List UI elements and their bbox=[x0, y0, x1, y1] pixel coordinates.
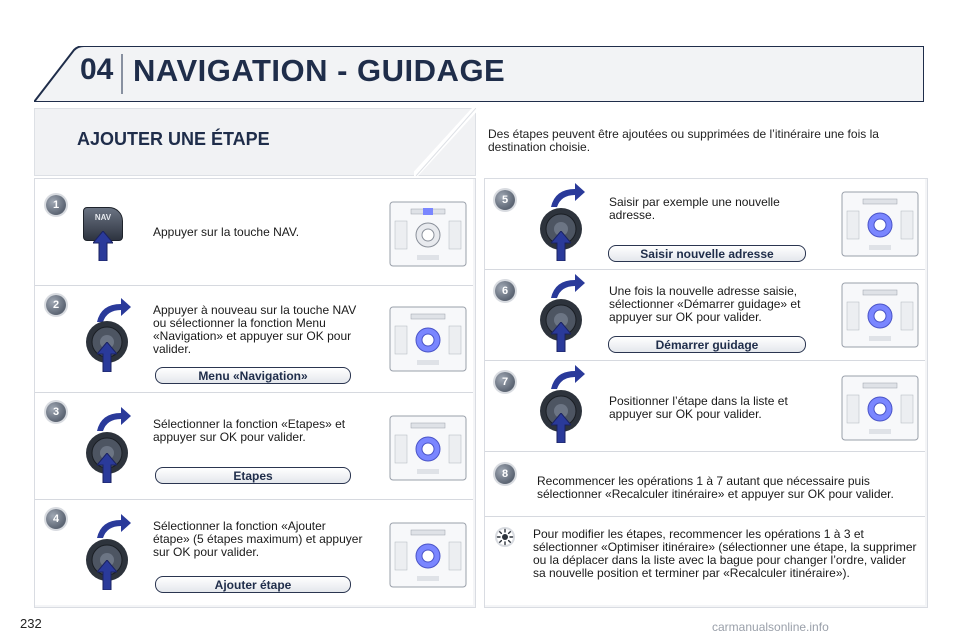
tip-box bbox=[485, 517, 925, 605]
step-text: Une fois la nouvelle adresse saisie, sélectionner «Démarrer guidage» et appuyer sur OK pour valider. bbox=[609, 284, 801, 324]
step-text: Recommencer les opérations 1 à 7 autant que nécessaire puis sélectionner «Recalculer itinéraire» et appuyer sur OK pour valider. bbox=[537, 474, 894, 501]
radio-device-icon bbox=[389, 201, 467, 267]
step-number-badge: 7 bbox=[495, 372, 515, 392]
step-2 bbox=[35, 286, 473, 393]
press-up-arrow-icon bbox=[93, 231, 113, 261]
tip-text: Pour modifier les étapes, recommencer les opérations 1 à 3 et sélectionner «Optimiser itinéraire» (sélectionner une étape, la supprimer ou la déplacer dans la liste avec la bague pour changer l’ordre, valider sa nouvelle position et terminer par «Recalculer itinéraire»). bbox=[533, 527, 917, 580]
nav-button-label: NAV bbox=[94, 213, 112, 222]
radio-device-icon bbox=[389, 306, 467, 372]
step-number-badge: 3 bbox=[46, 402, 66, 422]
step-text: Appuyer sur la touche NAV. bbox=[153, 225, 300, 239]
section-box-corner bbox=[414, 108, 476, 176]
press-up-arrow-icon bbox=[551, 231, 571, 261]
rotate-arrow-icon bbox=[549, 363, 587, 389]
radio-device-icon bbox=[841, 375, 919, 441]
press-up-arrow-icon bbox=[97, 453, 117, 483]
step-6 bbox=[485, 270, 925, 361]
press-up-arrow-icon bbox=[97, 560, 117, 590]
sun-tip-icon bbox=[495, 527, 515, 547]
step-8 bbox=[485, 452, 925, 517]
step-text: Appuyer à nouveau sur la touche NAV ou sélectionner la fonction Menu «Navigation» et appuyer sur OK pour valider. bbox=[153, 303, 357, 356]
step-text: Saisir par exemple une nouvelle adresse. bbox=[609, 195, 780, 222]
menu-pill: Menu «Navigation» bbox=[155, 367, 351, 384]
press-up-arrow-icon bbox=[551, 322, 571, 352]
chapter-title: NAVIGATION - GUIDAGE bbox=[133, 53, 506, 88]
step-text: Positionner l’étape dans la liste et appuyer sur OK pour valider. bbox=[609, 394, 788, 421]
section-title: AJOUTER UNE ÉTAPE bbox=[77, 129, 270, 149]
menu-pill: Ajouter étape bbox=[155, 576, 351, 593]
radio-device-icon bbox=[389, 522, 467, 588]
menu-pill: Saisir nouvelle adresse bbox=[608, 245, 806, 262]
rotate-arrow-icon bbox=[95, 405, 133, 431]
step-text: Sélectionner la fonction «Etapes» et appuyer sur OK pour valider. bbox=[153, 417, 346, 444]
step-7 bbox=[485, 361, 925, 452]
page-number: 232 bbox=[20, 616, 42, 631]
step-number-badge: 4 bbox=[46, 509, 66, 529]
step-1 bbox=[35, 179, 473, 286]
step-number-badge: 6 bbox=[495, 281, 515, 301]
step-4 bbox=[35, 500, 473, 605]
radio-device-icon bbox=[841, 282, 919, 348]
step-5 bbox=[485, 179, 925, 270]
rotate-arrow-icon bbox=[549, 272, 587, 298]
rotate-arrow-icon bbox=[549, 181, 587, 207]
step-text: Sélectionner la fonction «Ajouter étape» (5 étapes maximum) et appuyer sur OK pour valider. bbox=[153, 519, 363, 559]
step-3 bbox=[35, 393, 473, 500]
watermark: carmanualsonline.info bbox=[712, 620, 829, 634]
rotate-arrow-icon bbox=[95, 296, 133, 322]
rotate-arrow-icon bbox=[95, 512, 133, 538]
menu-pill: Etapes bbox=[155, 467, 351, 484]
menu-pill: Démarrer guidage bbox=[608, 336, 806, 353]
step-number-badge: 2 bbox=[46, 295, 66, 315]
step-number-badge: 8 bbox=[495, 464, 515, 484]
radio-device-icon bbox=[841, 191, 919, 257]
press-up-arrow-icon bbox=[551, 413, 571, 443]
press-up-arrow-icon bbox=[97, 342, 117, 372]
step-number-badge: 5 bbox=[495, 190, 515, 210]
step-number-badge: 1 bbox=[46, 195, 66, 215]
radio-device-icon bbox=[389, 415, 467, 481]
chapter-number: 04 bbox=[80, 53, 114, 86]
intro-text: Des étapes peuvent être ajoutées ou supprimées de l’itinéraire une fois la destination choisie. bbox=[488, 127, 879, 154]
